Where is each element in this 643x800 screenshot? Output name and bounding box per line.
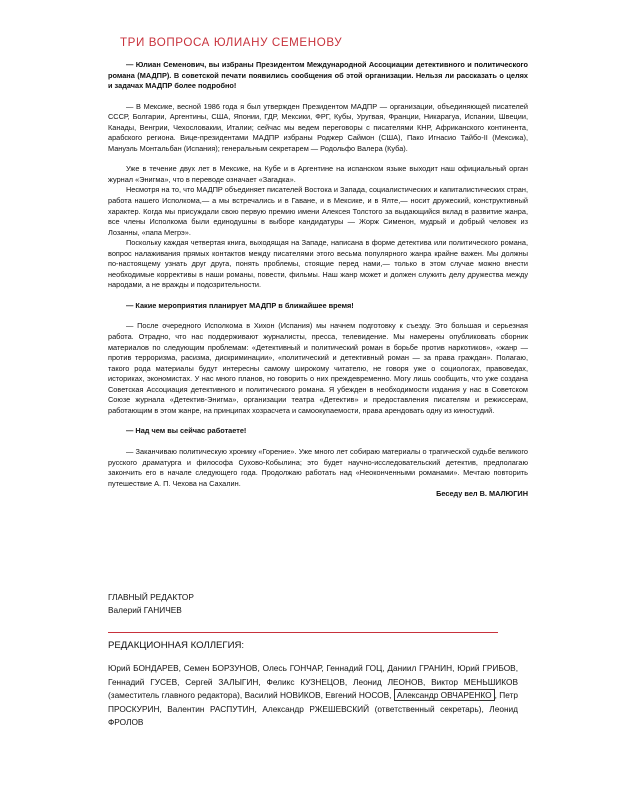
answer1-paragraph-4: Поскольку каждая четвертая книга, выходящая на Западе, написана в форме детектива или политического романа, вопрос налаживания прямых контактов между писателями этого весьма популярного жанра крайне важен. Мы должны по-настоящему узнать друг друга, понять проблемы, стоящие перед нами,— только в этом случае можно внести необходимые коррективы в наши романы, повести, фильмы. Наш жанр может и должен служить делу дружества между народами, а не вражды и подозрительности. [108,238,528,290]
article-body [108,60,528,500]
answer1-paragraph-2: Уже в течение двух лет в Мексике, на Кубе и в Аргентине на испанском языке выходит наш официальный орган журнал «Энигма», что в переводе означает «Загадка». [108,164,528,184]
question-3: — Над чем вы сейчас работаете! [126,426,247,436]
intro-question: — Юлиан Семенович, вы избраны Президентом Международной Ассоциации детективного и политического романа (МАДПР). В советской печати появились сообщения об этой организации. Нельзя ли рассказать о целях и задачах МАДПР более подробно! [108,60,528,91]
board-names-after: , Петр ПРОСКУРИН, Валентин РАСПУТИН, Александр РЖЕШЕВСКИЙ (ответственный секретарь), Леонид ФРОЛОВ [108,690,519,728]
interview-signoff: Беседу вел В. МАЛЮГИН [436,489,528,499]
board-boxed-name: Александр ОВЧАРЕНКО [394,689,495,701]
red-divider [108,632,498,633]
article-title: ТРИ ВОПРОСА ЮЛИАНУ СЕМЕНОВУ [120,36,343,49]
answer1-paragraph-3: Несмотря на то, что МАДПР объединяет писателей Востока и Запада, социалистических и капиталистических стран, работа нашего Исполкома,— а мы встречались и в Гаване, и в Мексике, и в Ялте,— носит дружеский, конструктивный характер. Когда мы присуждали свою первую премию имени Алексея Толстого за выдающийся вклад в развитие жанра, все члены Исполкома были единодушны в выборе кандидатуры — Жорж Сименон, мудрый и добрый человек из Лозанны, «папа Мегрэ». [108,185,528,237]
editor-block [108,591,194,617]
editor-role: ГЛАВНЫЙ РЕДАКТОР [108,592,194,602]
answer-2: — После очередного Исполкома в Хихон (Испания) мы начнем подготовку к съезду. Это большая и серьезная работа. Отрадно, что нас поддерживают журналисты, пресса, телевидение. Мы намерены опубликовать сборник материалов по следующим проблемам: «Детективный и политический роман в борьбе против наркотиков», «жанр — против терроризма, расизма, дискриминации», «политический и детективный роман — за права граждан». Полагаю, такого рода материалы будут интересны самому широкому читателю, не говоря уже о социологах, правоведах, историках, экономистах. У нас много планов, но говорить о них преждевременно. Могу лишь сообщить, что уже создана Советская Ассоциация детективного и политического романа. Я убежден в необходимости издания у нас в Советском Союзе журнала «Детектив-Энигма», организации театра «Детектив» и предоставления писателям и режиссерам, работающим в этом жанре, на принципах хозрасчета и самоокупаемости, права арендовать одну из киностудий. [108,321,528,415]
answer-3: — Заканчиваю политическую хронику «Горение». Уже много лет собираю материалы о трагической судьбе великого русского драматурга и философа Сухово-Кобылина; это будет научно-исследовательский детектив, предполагаю закончить его в начале следующего года. Продолжаю работать над «Неоконченными романами». Мечтаю повторить путешествие А. П. Чехова на Сахалин. [108,446,528,488]
editorial-board-list [108,662,518,730]
editor-name: Валерий ГАНИЧЕВ [108,605,182,615]
board-names-before: Юрий БОНДАРЕВ, Семен БОРЗУНОВ, Олесь ГОНЧАР, Геннадий ГОЦ, Даниил ГРАНИН, Юрий ГРИБОВ, Геннадий ГУСЕВ, Сергей ЗАЛЫГИН, Феликс КУЗНЕЦОВ, Леонид ЛЕОНОВ, Виктор МЕНЬШИКОВ (заместитель главного редактора), Василий НОВИКОВ, Евгений НОСОВ, [108,663,518,701]
editorial-board-title: РЕДАКЦИОННАЯ КОЛЛЕГИЯ: [108,640,245,651]
question-2: — Какие мероприятия планирует МАДПР в ближайшее время! [126,300,354,310]
answer1-paragraph-1: — В Мексике, весной 1986 года я был утвержден Президентом МАДПР — организации, объединяющей писателей СССР, Болгарии, Аргентины, США, Японии, ГДР, Мексики, ФРГ, Кубы, Уругвая, Франции, Никарагуа, Испании, Швеции, Канады, Венгрии, Чехословакии, Италии; сейчас мы ведем переговоры с писателями КНР, Африканского континента, арабского региона. Вице-президентами МАДПР избраны Роджер Саймон (США), Пако Игнасио Тайбо-II (Мексика), Мануэль Монтальбан (Испания); генеральным секретарем — Родольфо Валера (Куба). [108,101,528,153]
